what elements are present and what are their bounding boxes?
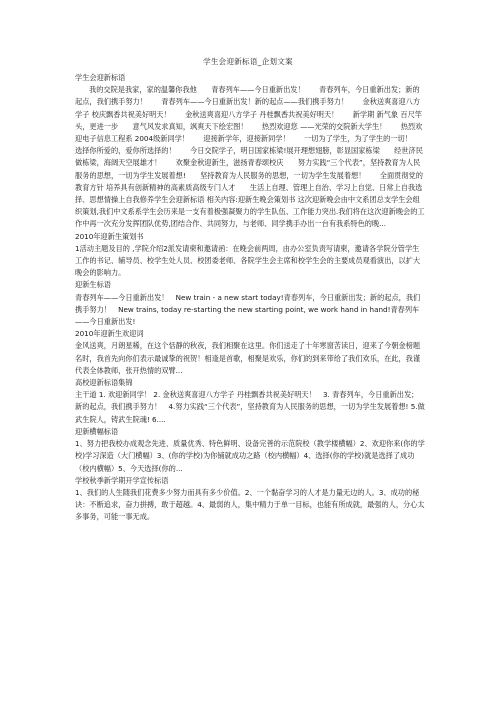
section-heading: 高校迎新标语集锦 (75, 378, 133, 388)
section-body: 金风送爽，月朗星稀，在这个恬静的秋夜，我们相聚在这里。你们送走了十年寒窗苦读日，迎来了今朝金榜题名时，我首先向你们表示最诚挚的祝贺！相逢是首歌，相聚是欢乐，你们的到来带给了我们欢乐，在此，我谨代表全体教师，张开热情的双臂... (75, 341, 421, 375)
section-heading: 2010年迎新生策划书 (75, 231, 144, 241)
document-content (75, 72, 425, 524)
section-body: 1、努力把我校办成观念先进、质量优秀、特色鲜明、设备完善的示范院校（教学楼横幅）2、欢迎你来(你的学校)学习深造（大门横幅）3、(你的学校)为你铺就成功之路（校内横幅）4、选择(你的学校)就是选择了成功（校内横幅）5、今天选择(你的... (75, 439, 425, 473)
section-body: 我的交院是我家，家的温馨你我他 青春列车——今日重新出发！ 青春列车，今日重新出发；新的起点，我们携手努力！ 青春列车——今日重新出发！新的起点——我们携手努力！ 金秋送爽喜迎八方学子 校庆飘香共祝美好明天！ 金秋送爽喜迎八方学子 丹桂飘香共祝美好明天！ 新学期 新气象 百尺竿头，更进一步 意气风发求真知，飒爽天下绘宏图！ 热烈欢迎您 ——光荣的交院新大学生！ 热烈欢迎电子信息工程系 2004级新同学！ 迎接新学年，迎接新同学！ 一切为了学生，为了学生的一切！ 选择你所爱的，爱你所选择的！ 今日交院学子，明日国家栋梁!展开理想翅膀，彰显国家栋梁 经世济民做栋梁，海阔天空展雄才！ 欢聚金秋迎新生，滋扬青春颂校庆 努力实践“三个代表”，坚持教育为人民服务的思想，一切为学生发展着想! 坚持教育为人民服务的思想，一切为学生发展着想！ 全面贯彻党的教育方针 培养具有创新精神的高素质高级专门人才 生活上自理、管理上自治、学习上自觉、日常上自我选择、思想情操上自我修养学生会迎新标语 相关内容:迎新生晚会策划书 这次迎新晚会由中文系团总支学生会组织策划,我们中文系系学生会历来是一支有着极强凝聚力的学生队伍、工作能力突出.我们将在这次迎新晚会的工作中再一次充分发挥团队优势,团结合作、共同努力，与老师、同学携手办出一台有我系特色的晚... (75, 85, 427, 229)
section-heading: 2010年迎新生欢迎词 (75, 329, 144, 339)
section-body: 青春列车——今日重新出发！ New train - a new start today!青春列车，今日重新出发；新的起点，我们携手努力！ New trains, today re-starting the new starting point, we work hand in hand!青春列车——今日重新出发! (75, 292, 421, 327)
document-title: 学生会迎新标语_企划文案 (203, 57, 293, 66)
section-heading: 迎新生标语 (75, 280, 111, 290)
section-body: 1、我们的人生随我们花费多少努力而具有多少价值。2、一个黏奋学习的人才是力量无边的人。3、成功的秘诀：不断追求，奋力拼搏，敢于超越。4、最弱的人，集中精力于单一目标，也能有所成就，最强的人，分心太多事务，可能一事无成。 (75, 487, 425, 522)
section-heading: 迎新横幅标语 (75, 426, 119, 436)
section-heading: 学生会迎新标语 (75, 73, 126, 82)
section-body: 1活动主题及目的 ,学院介绍2派发请柬和邀请函：在晚会前两周，由办公室负责写请柬，邀请各学院分管学生工作的书记、辅导员、校学生处人员、校团委老师、各院学生会主席和校学生会的主要成员观看演出，以扩大晚会的影响力。 (75, 243, 421, 278)
section-body: 主干道 1. 欢迎新同学！ 2. 金秋送爽喜迎八方学子 丹桂飘香共祝美好明天！ 3. 青春列车，今日重新出发；新的起点，我们携手努力！ 4.努力实践“三个代表”，坚持教育为人民服务的思想，一切为学生发展着想! 5.做武生院人，铸武生院魂! 6.... (75, 390, 425, 424)
section-heading: 学校秋季新学期开学宣传标语 (75, 475, 169, 485)
